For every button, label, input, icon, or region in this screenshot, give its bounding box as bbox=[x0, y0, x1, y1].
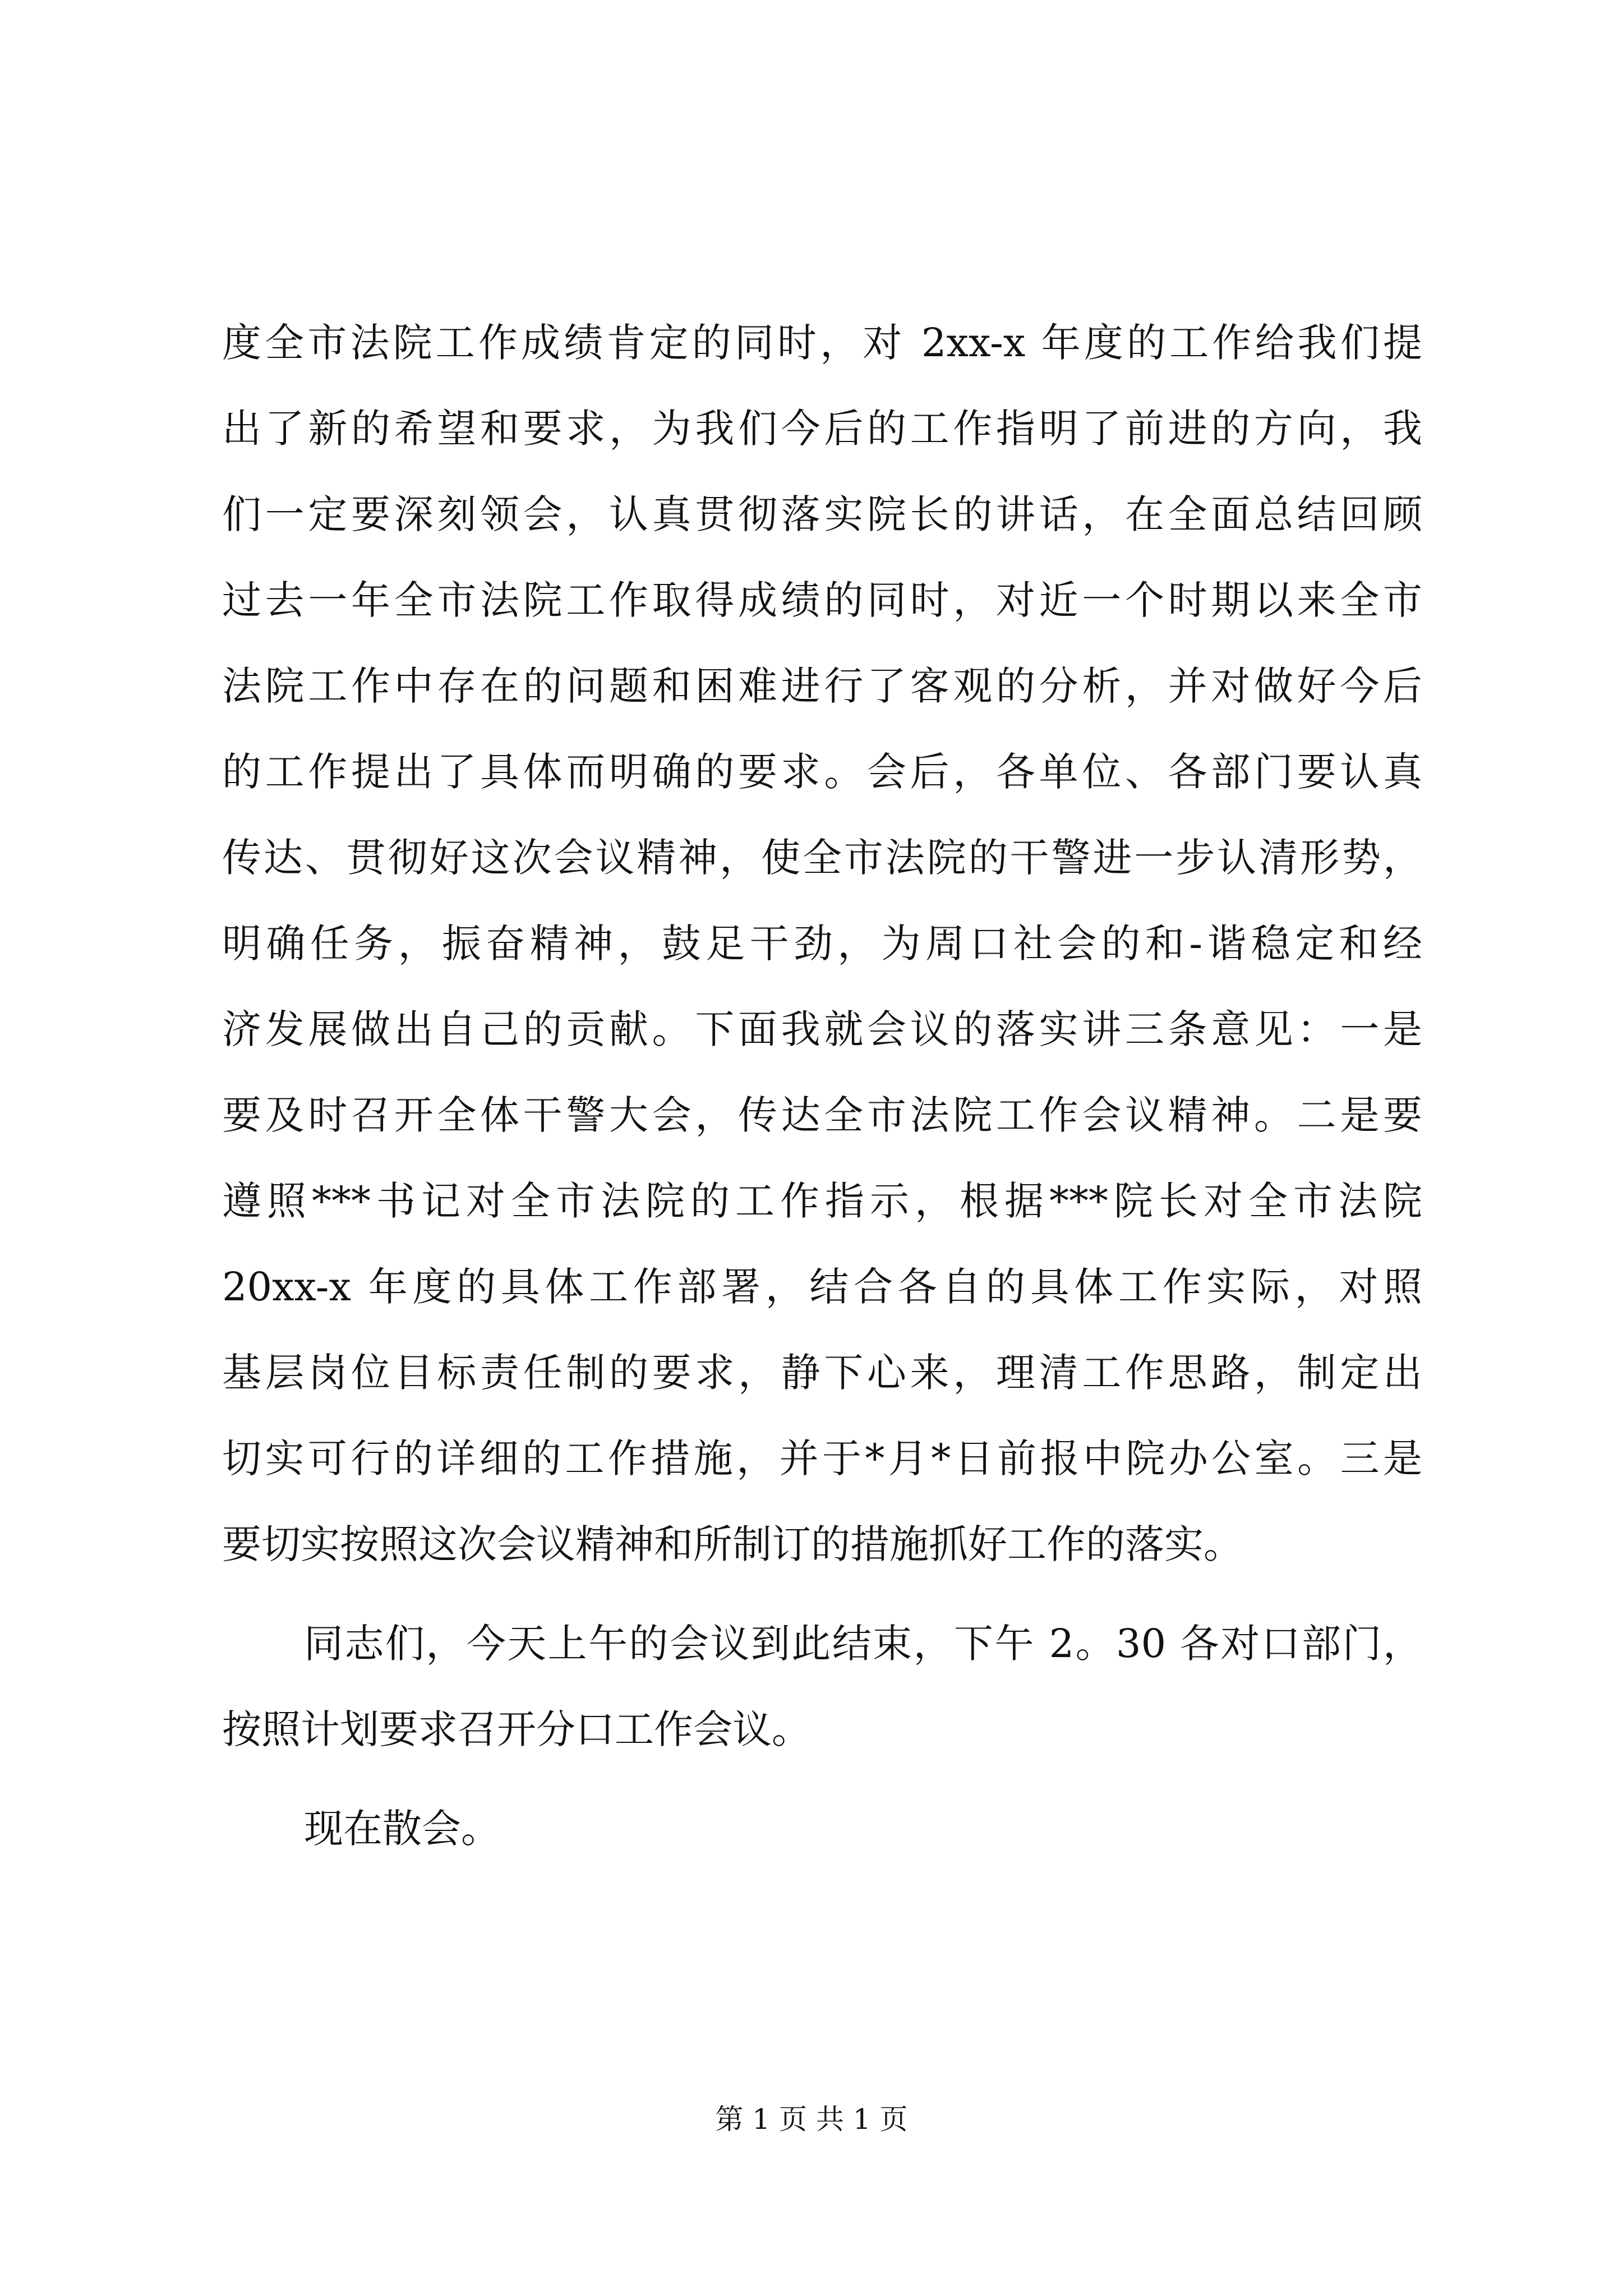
text-line: 的工作提出了具体而明确的要求。会后，各单位、各部门要认真 bbox=[222, 749, 1422, 795]
text-line: 法院工作中存在的问题和困难进行了客观的分析，并对做好今后 bbox=[222, 663, 1422, 709]
text-line: 济发展做出自己的贡献。下面我就会议的落实讲三条意见：一是 bbox=[222, 1006, 1422, 1052]
text-line: 遵照***书记对全市法院的工作指示，根据***院长对全市法院 bbox=[222, 1178, 1422, 1224]
text-line: 切实可行的详细的工作措施，并于*月*日前报中院办公室。三是 bbox=[222, 1435, 1422, 1481]
text-line: 基层岗位目标责任制的要求，静下心来，理清工作思路，制定出 bbox=[222, 1350, 1422, 1396]
text-line: 20xx-x 年度的具体工作部署，结合各自的具体工作实际，对照 bbox=[222, 1264, 1422, 1310]
paragraph-gap bbox=[222, 1588, 1422, 1601]
paragraph-2 bbox=[222, 1601, 1422, 1773]
text-line: 要切实按照这次会议精神和所制订的措施抓好工作的落实。 bbox=[222, 1521, 1243, 1567]
text-line: 要及时召开全体干警大会，传达全市法院工作会议精神。二是要 bbox=[222, 1092, 1422, 1138]
text-line: 按照计划要求召开分口工作会议。 bbox=[222, 1706, 811, 1752]
document-body bbox=[222, 300, 1422, 1872]
text-line: 们一定要深刻领会，认真贯彻落实院长的讲话，在全面总结回顾 bbox=[222, 491, 1422, 537]
paragraph-gap bbox=[222, 1773, 1422, 1786]
text-line: 同志们，今天上午的会议到此结束，下午 2。30 各对口部门， bbox=[304, 1621, 1422, 1667]
text-line: 出了新的希望和要求，为我们今后的工作指明了前进的方向，我 bbox=[222, 406, 1422, 452]
text-line: 现在散会。 bbox=[304, 1806, 500, 1852]
text-line: 过去一年全市法院工作取得成绩的同时，对近一个时期以来全市 bbox=[222, 577, 1422, 623]
text-line: 传达、贯彻好这次会议精神，使全市法院的干警进一步认清形势， bbox=[222, 835, 1422, 881]
page-footer: 第 1 页 共 1 页 bbox=[715, 2103, 908, 2136]
paragraph-1 bbox=[222, 300, 1422, 1588]
text-line: 明确任务，振奋精神，鼓足干劲，为周口社会的和-谐稳定和经 bbox=[222, 921, 1422, 967]
text-line: 度全市法院工作成绩肯定的同时，对 2xx-x 年度的工作给我们提 bbox=[222, 320, 1422, 366]
paragraph-3 bbox=[222, 1786, 1422, 1872]
